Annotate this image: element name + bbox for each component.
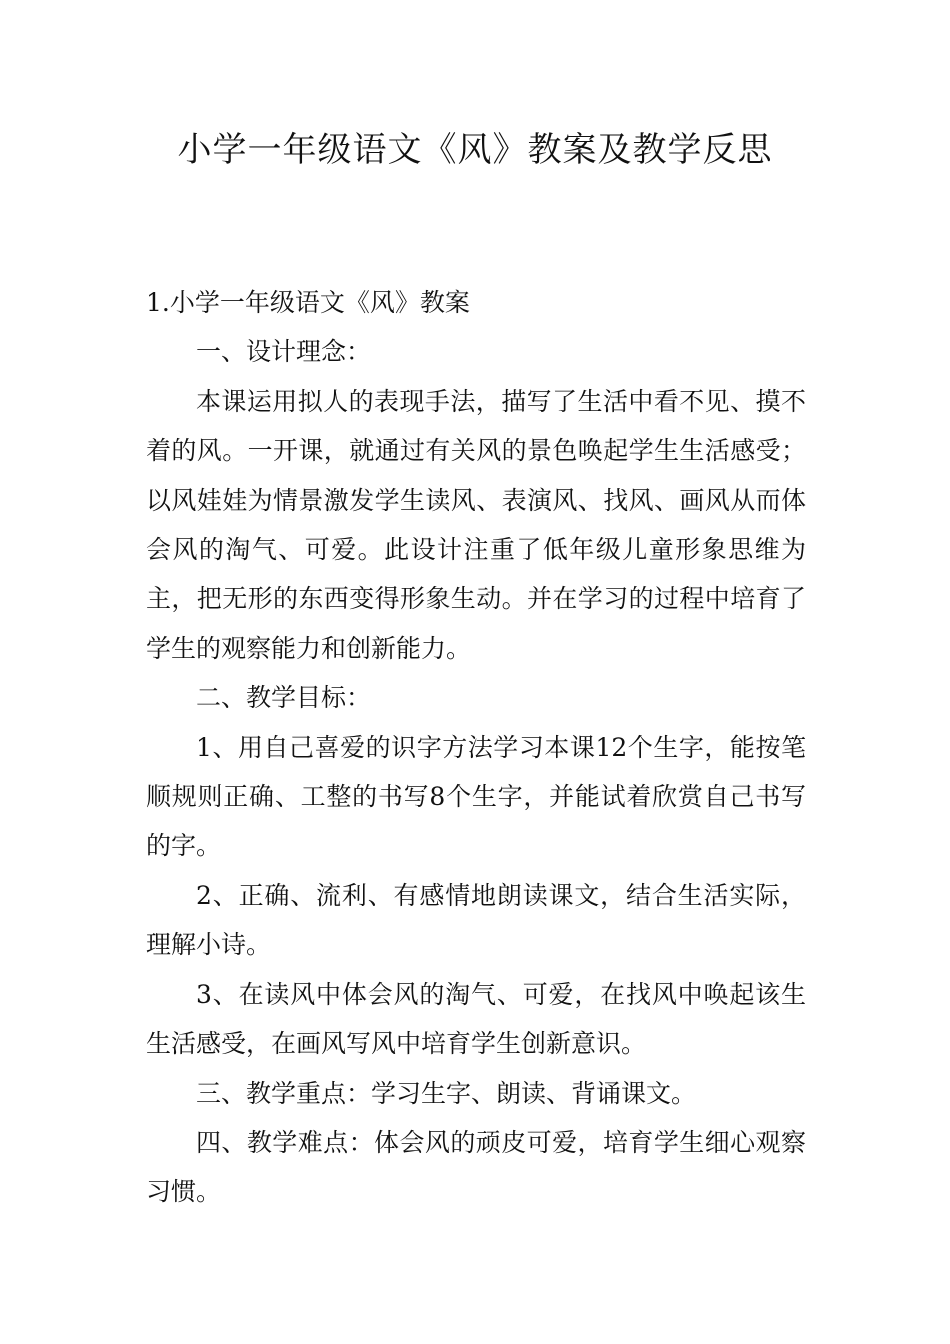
goal-item-3: 3、在读风中体会风的淘气、可爱，在找风中唤起该生生活感受，在画风写风中培育学生创新意识。 [146, 979, 806, 1059]
section-heading: 1.小学一年级语文《风》教案 [146, 288, 470, 317]
goal-item-2: 2、正确、流利、有感情地朗读课文，结合生活实际，理解小诗。 [146, 880, 806, 960]
teaching-difficulties: 四、教学难点：体会风的顽皮可爱，培育学生细心观察习惯。 [146, 1127, 806, 1207]
document-title: 小学一年级语文《风》教案及教学反思 [177, 130, 773, 170]
heading-design-concept: 一、设计理念： [196, 337, 372, 367]
teaching-key-points: 三、教学重点：学习生字、朗读、背诵课文。 [196, 1078, 697, 1108]
heading-teaching-goals: 二、教学目标： [196, 683, 372, 713]
document-body [146, 278, 806, 1217]
goal-item-1: 1、用自己喜爱的识字方法学习本课12个生字，能按笔顺规则正确、工整的书写8个生字，并能试着欣赏自己书写的字。 [146, 732, 806, 861]
paragraph-design-concept: 本课运用拟人的表现手法，描写了生活中看不见、摸不着的风。一开课，就通过有关风的景色唤起学生生活感受；以风娃娃为情景激发学生读风、表演风、找风、画风从而体会风的淘气、可爱。此设计注重了低年级儿童形象思维为主，把无形的东西变得形象生动。并在学习的过程中培育了学生的观察能力和创新能力。 [146, 386, 806, 663]
